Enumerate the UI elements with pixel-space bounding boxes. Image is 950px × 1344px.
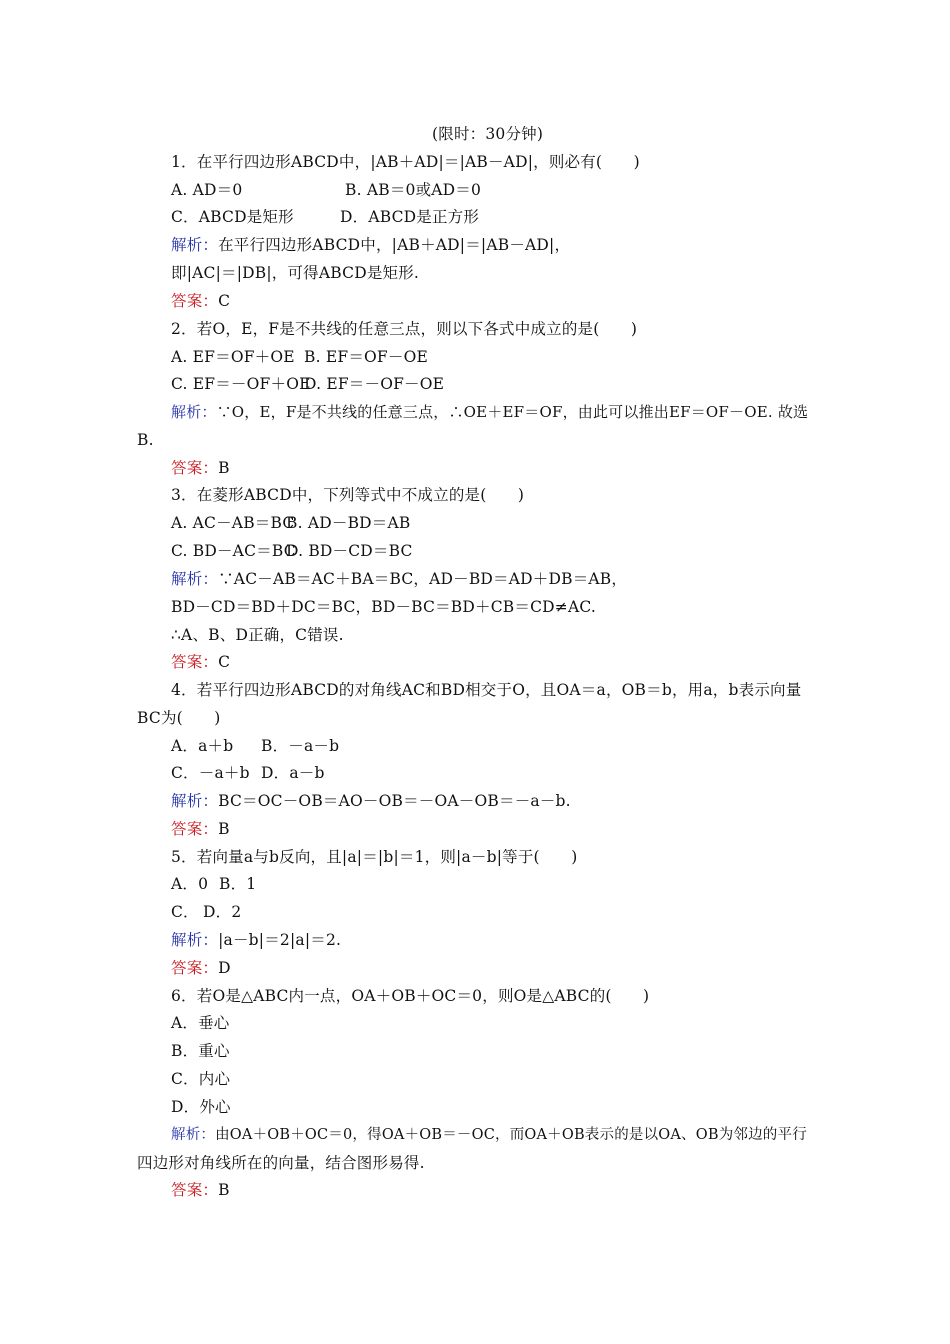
q5-option-c: C． <box>171 903 199 921</box>
q4-stem-continued: BC为( ) <box>137 709 221 727</box>
analysis-text: BC＝OC－OB＝AO－OB＝－OA－OB＝－a－b. <box>218 792 571 810</box>
q5-analysis-line-1 <box>171 930 341 950</box>
q1-option-d: D．ABCD是正方形 <box>340 208 480 226</box>
q3-option-c: C. BD－AC＝BC <box>171 542 296 560</box>
analysis-text: 在平行四边形ABCD中，|AB＋AD|＝|AB－AD|， <box>218 236 571 254</box>
q6-analysis-line-2: 四边形对角线所在的向量，结合图形易得. <box>137 1154 425 1172</box>
answer-value: B <box>218 820 230 838</box>
q1-analysis-line-2: 即|AC|＝|DB|，可得ABCD是矩形. <box>171 264 420 282</box>
q1-stem: 1．在平行四边形ABCD中，|AB＋AD|＝|AB－AD|，则必有( ) <box>171 153 640 171</box>
q3-option-d: D. BD－CD＝BC <box>286 542 413 560</box>
q4-option-d: D．a－b <box>261 764 325 782</box>
analysis-label: 解析： <box>171 931 219 949</box>
analysis-label: 解析： <box>171 1127 216 1143</box>
q6-option-a: A．垂心 <box>171 1014 230 1032</box>
analysis-label: 解析： <box>171 570 219 588</box>
answer-label: 答案： <box>171 1181 219 1199</box>
q3-analysis-line-1 <box>171 569 627 589</box>
analysis-text: 由OA＋OB＋OC＝0，得OA＋OB＝－OC，而OA＋OB表示的是以OA、OB为邻边的平行 <box>215 1127 807 1143</box>
answer-label: 答案： <box>171 459 219 477</box>
answer-value: C <box>218 292 231 310</box>
q2-option-a: A. EF＝OF＋OE <box>171 348 295 366</box>
q2-option-b: B. EF＝OF－OE <box>304 348 428 366</box>
analysis-label: 解析： <box>171 403 217 421</box>
q6-option-c: C．内心 <box>171 1070 231 1088</box>
q2-analysis-line-1 <box>171 402 808 422</box>
q2-answer <box>171 458 230 478</box>
q6-analysis-line-1 <box>171 1125 807 1145</box>
q4-option-c: C．－a＋b <box>171 764 250 782</box>
q3-analysis-line-3: ∴A、B、D正确，C错误. <box>171 626 344 644</box>
q2-option-d: D. EF＝－OF－OE <box>304 375 445 393</box>
answer-value: B <box>218 1181 230 1199</box>
answer-label: 答案： <box>171 820 219 838</box>
answer-label: 答案： <box>171 653 219 671</box>
analysis-text: |a－b|＝2|a|＝2. <box>218 931 342 949</box>
q6-stem: 6．若O是△ABC内一点，OA＋OB＋OC＝0，则O是△ABC的( ) <box>171 987 650 1005</box>
q3-analysis-line-2: BD－CD＝BD＋DC＝BC，BD－BC＝BD＋CB＝CD≠AC. <box>171 598 596 616</box>
q1-analysis-line-1 <box>171 235 570 255</box>
analysis-label: 解析： <box>171 236 219 254</box>
analysis-label: 解析： <box>171 792 219 810</box>
answer-label: 答案： <box>171 292 219 310</box>
q5-stem: 5．若向量a与b反向，且|a|＝|b|＝1，则|a－b|等于( ) <box>171 848 578 866</box>
q2-analysis-line-2: B. <box>137 431 154 449</box>
analysis-text: ∵AC－AB＝AC＋BA＝BC，AD－BD＝AD＋DB＝AB， <box>218 570 628 588</box>
q2-stem: 2．若O，E，F是不共线的任意三点，则以下各式中成立的是( ) <box>171 320 638 338</box>
q3-stem: 3．在菱形ABCD中，下列等式中不成立的是( ) <box>171 486 525 504</box>
q3-answer <box>171 652 230 672</box>
q4-option-a: A．a＋b <box>171 737 234 755</box>
q5-option-a: A．0 <box>171 875 209 893</box>
answer-value: C <box>218 653 231 671</box>
q1-option-c: C．ABCD是矩形 <box>171 208 294 226</box>
time-limit: (限时：30分钟) <box>432 125 544 143</box>
q4-option-b: B．－a－b <box>261 737 340 755</box>
q6-answer <box>171 1180 230 1200</box>
q5-answer <box>171 958 231 978</box>
q4-stem: 4．若平行四边形ABCD的对角线AC和BD相交于O，且OA＝a，OB＝b，用a，b表示向量 <box>171 681 802 699</box>
answer-label: 答案： <box>171 959 219 977</box>
q1-option-a: A. AD＝0 <box>171 181 243 199</box>
q4-analysis-line-1 <box>171 791 571 811</box>
q3-option-b: B. AD－BD＝AB <box>286 514 411 532</box>
answer-value: D <box>218 959 231 977</box>
q5-option-b: B．1 <box>219 875 257 893</box>
q6-option-b: B．重心 <box>171 1042 230 1060</box>
q5-option-d: D．2 <box>203 903 242 921</box>
q3-option-a: A. AC－AB＝BC <box>171 514 295 532</box>
q1-answer <box>171 291 230 311</box>
analysis-text: ∵O，E，F是不共线的任意三点，∴OE＋EF＝OF，由此可以推出EF＝OF－OE. 故选 <box>216 403 809 421</box>
answer-value: B <box>218 459 230 477</box>
q2-option-c: C. EF＝－OF＋OE <box>171 375 311 393</box>
q6-option-d: D．外心 <box>171 1098 231 1116</box>
q4-answer <box>171 819 230 839</box>
q1-option-b: B. AB＝0或AD＝0 <box>345 181 482 199</box>
